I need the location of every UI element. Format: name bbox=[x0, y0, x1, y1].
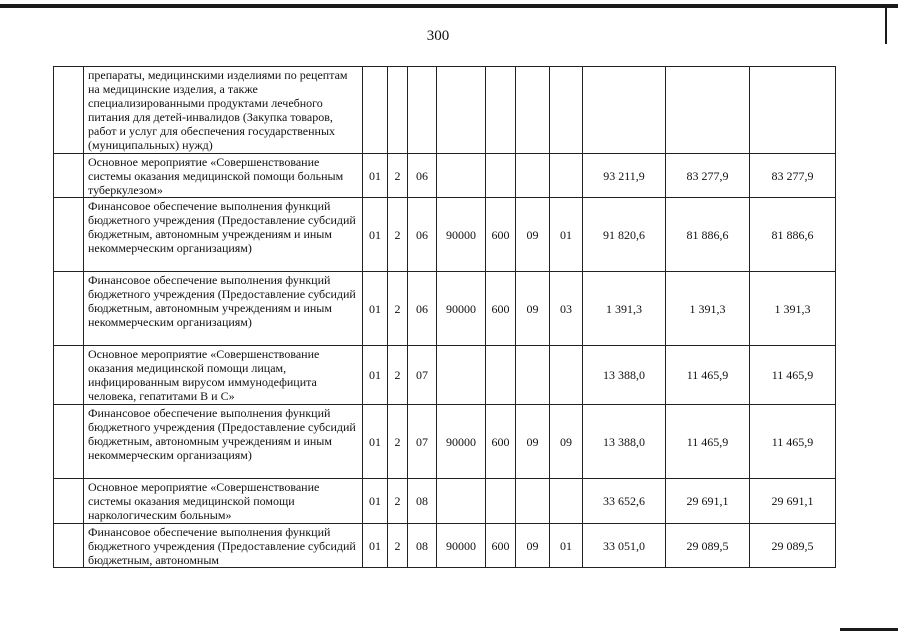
code-cell: 600 bbox=[486, 272, 516, 346]
code-cell bbox=[437, 154, 486, 198]
code-cell bbox=[437, 479, 486, 524]
code-cell bbox=[363, 67, 388, 154]
code-cell bbox=[437, 67, 486, 154]
code-cell: 03 bbox=[550, 272, 583, 346]
code-cell: 06 bbox=[408, 272, 437, 346]
code-cell: 01 bbox=[363, 154, 388, 198]
code-cell bbox=[516, 479, 550, 524]
code-cell: 01 bbox=[363, 346, 388, 405]
code-cell: 600 bbox=[486, 524, 516, 568]
code-cell: 2 bbox=[388, 272, 408, 346]
table-row bbox=[54, 479, 836, 524]
code-cell: 90000 bbox=[437, 405, 486, 479]
amount-cell: 29 089,5 bbox=[750, 524, 836, 568]
code-cell: 90000 bbox=[437, 198, 486, 272]
row-name: Основное мероприятие «Совершенствование системы оказания медицинской помощи больным туберкулезом» bbox=[84, 154, 363, 198]
blank-cell bbox=[54, 67, 84, 154]
amount-cell: 13 388,0 bbox=[583, 405, 666, 479]
code-cell bbox=[516, 154, 550, 198]
amount-cell: 11 465,9 bbox=[666, 405, 750, 479]
code-cell bbox=[437, 346, 486, 405]
code-cell bbox=[516, 67, 550, 154]
blank-cell bbox=[54, 405, 84, 479]
code-cell: 09 bbox=[516, 272, 550, 346]
amount-cell bbox=[750, 67, 836, 154]
table-row bbox=[54, 67, 836, 154]
row-name: Финансовое обеспечение выполнения функций бюджетного учреждения (Предоставление субсидий бюджетным, автономным учреждениям и иным некоммерческим организациям) bbox=[84, 405, 363, 479]
table-row bbox=[54, 405, 836, 479]
code-cell bbox=[388, 67, 408, 154]
amount-cell: 13 388,0 bbox=[583, 346, 666, 405]
code-cell: 01 bbox=[363, 198, 388, 272]
page-number: 300 bbox=[426, 28, 450, 44]
code-cell bbox=[486, 479, 516, 524]
row-name: Финансовое обеспечение выполнения функций бюджетного учреждения (Предоставление субсидий бюджетным, автономным учреждениям и иным некоммерческим организациям) bbox=[84, 272, 363, 346]
code-cell: 2 bbox=[388, 524, 408, 568]
amount-cell: 33 652,6 bbox=[583, 479, 666, 524]
amount-cell: 1 391,3 bbox=[666, 272, 750, 346]
row-name: Финансовое обеспечение выполнения функций бюджетного учреждения (Предоставление субсидий бюджетным, автономным bbox=[84, 524, 363, 568]
blank-cell bbox=[54, 198, 84, 272]
code-cell: 01 bbox=[363, 479, 388, 524]
code-cell bbox=[550, 346, 583, 405]
code-cell: 2 bbox=[388, 198, 408, 272]
code-cell bbox=[408, 67, 437, 154]
code-cell: 2 bbox=[388, 346, 408, 405]
amount-cell bbox=[666, 67, 750, 154]
code-cell: 09 bbox=[550, 405, 583, 479]
blank-cell bbox=[54, 524, 84, 568]
code-cell: 01 bbox=[550, 524, 583, 568]
bottom-border-line bbox=[840, 628, 898, 631]
amount-cell: 29 691,1 bbox=[750, 479, 836, 524]
amount-cell: 81 886,6 bbox=[666, 198, 750, 272]
table-row bbox=[54, 272, 836, 346]
code-cell: 01 bbox=[550, 198, 583, 272]
code-cell: 08 bbox=[408, 479, 437, 524]
table-row bbox=[54, 154, 836, 198]
code-cell bbox=[550, 67, 583, 154]
amount-cell: 29 691,1 bbox=[666, 479, 750, 524]
top-border-line bbox=[0, 4, 898, 8]
code-cell: 09 bbox=[516, 405, 550, 479]
code-cell bbox=[486, 346, 516, 405]
budget-table bbox=[53, 66, 836, 568]
amount-cell: 11 465,9 bbox=[750, 346, 836, 405]
amount-cell: 91 820,6 bbox=[583, 198, 666, 272]
amount-cell: 81 886,6 bbox=[750, 198, 836, 272]
blank-cell bbox=[54, 272, 84, 346]
code-cell: 01 bbox=[363, 405, 388, 479]
code-cell: 600 bbox=[486, 405, 516, 479]
code-cell: 06 bbox=[408, 154, 437, 198]
amount-cell: 33 051,0 bbox=[583, 524, 666, 568]
amount-cell: 1 391,3 bbox=[750, 272, 836, 346]
code-cell: 06 bbox=[408, 198, 437, 272]
row-name: Основное мероприятие «Совершенствование оказания медицинской помощи лицам, инфицированным вирусом иммунодефицита человека, гепатитами В и С» bbox=[84, 346, 363, 405]
amount-cell: 93 211,9 bbox=[583, 154, 666, 198]
code-cell: 90000 bbox=[437, 524, 486, 568]
amount-cell: 83 277,9 bbox=[666, 154, 750, 198]
amount-cell: 83 277,9 bbox=[750, 154, 836, 198]
code-cell: 07 bbox=[408, 346, 437, 405]
table-row bbox=[54, 198, 836, 272]
code-cell: 2 bbox=[388, 405, 408, 479]
blank-cell bbox=[54, 154, 84, 198]
code-cell: 07 bbox=[408, 405, 437, 479]
amount-cell: 29 089,5 bbox=[666, 524, 750, 568]
code-cell: 09 bbox=[516, 198, 550, 272]
code-cell bbox=[486, 154, 516, 198]
amount-cell: 1 391,3 bbox=[583, 272, 666, 346]
code-cell: 09 bbox=[516, 524, 550, 568]
code-cell: 90000 bbox=[437, 272, 486, 346]
row-name: препараты, медицинскими изделиями по рецептам на медицинские изделия, а также специализированными продуктами лечебного питания для детей-инвалидов (Закупка товаров, работ и услуг для обеспечения государственных (муниципальных) нужд) bbox=[84, 67, 363, 154]
code-cell bbox=[550, 154, 583, 198]
blank-cell bbox=[54, 479, 84, 524]
code-cell: 01 bbox=[363, 524, 388, 568]
code-cell: 2 bbox=[388, 479, 408, 524]
row-name: Основное мероприятие «Совершенствование системы оказания медицинской помощи наркологическим больным» bbox=[84, 479, 363, 524]
amount-cell: 11 465,9 bbox=[750, 405, 836, 479]
code-cell: 01 bbox=[363, 272, 388, 346]
amount-cell: 11 465,9 bbox=[666, 346, 750, 405]
table-row bbox=[54, 346, 836, 405]
code-cell bbox=[516, 346, 550, 405]
code-cell bbox=[550, 479, 583, 524]
code-cell: 08 bbox=[408, 524, 437, 568]
code-cell: 2 bbox=[388, 154, 408, 198]
code-cell: 600 bbox=[486, 198, 516, 272]
right-border-line bbox=[885, 4, 887, 44]
row-name: Финансовое обеспечение выполнения функций бюджетного учреждения (Предоставление субсидий бюджетным, автономным учреждениям и иным некоммерческим организациям) bbox=[84, 198, 363, 272]
blank-cell bbox=[54, 346, 84, 405]
table-row bbox=[54, 524, 836, 568]
amount-cell bbox=[583, 67, 666, 154]
code-cell bbox=[486, 67, 516, 154]
